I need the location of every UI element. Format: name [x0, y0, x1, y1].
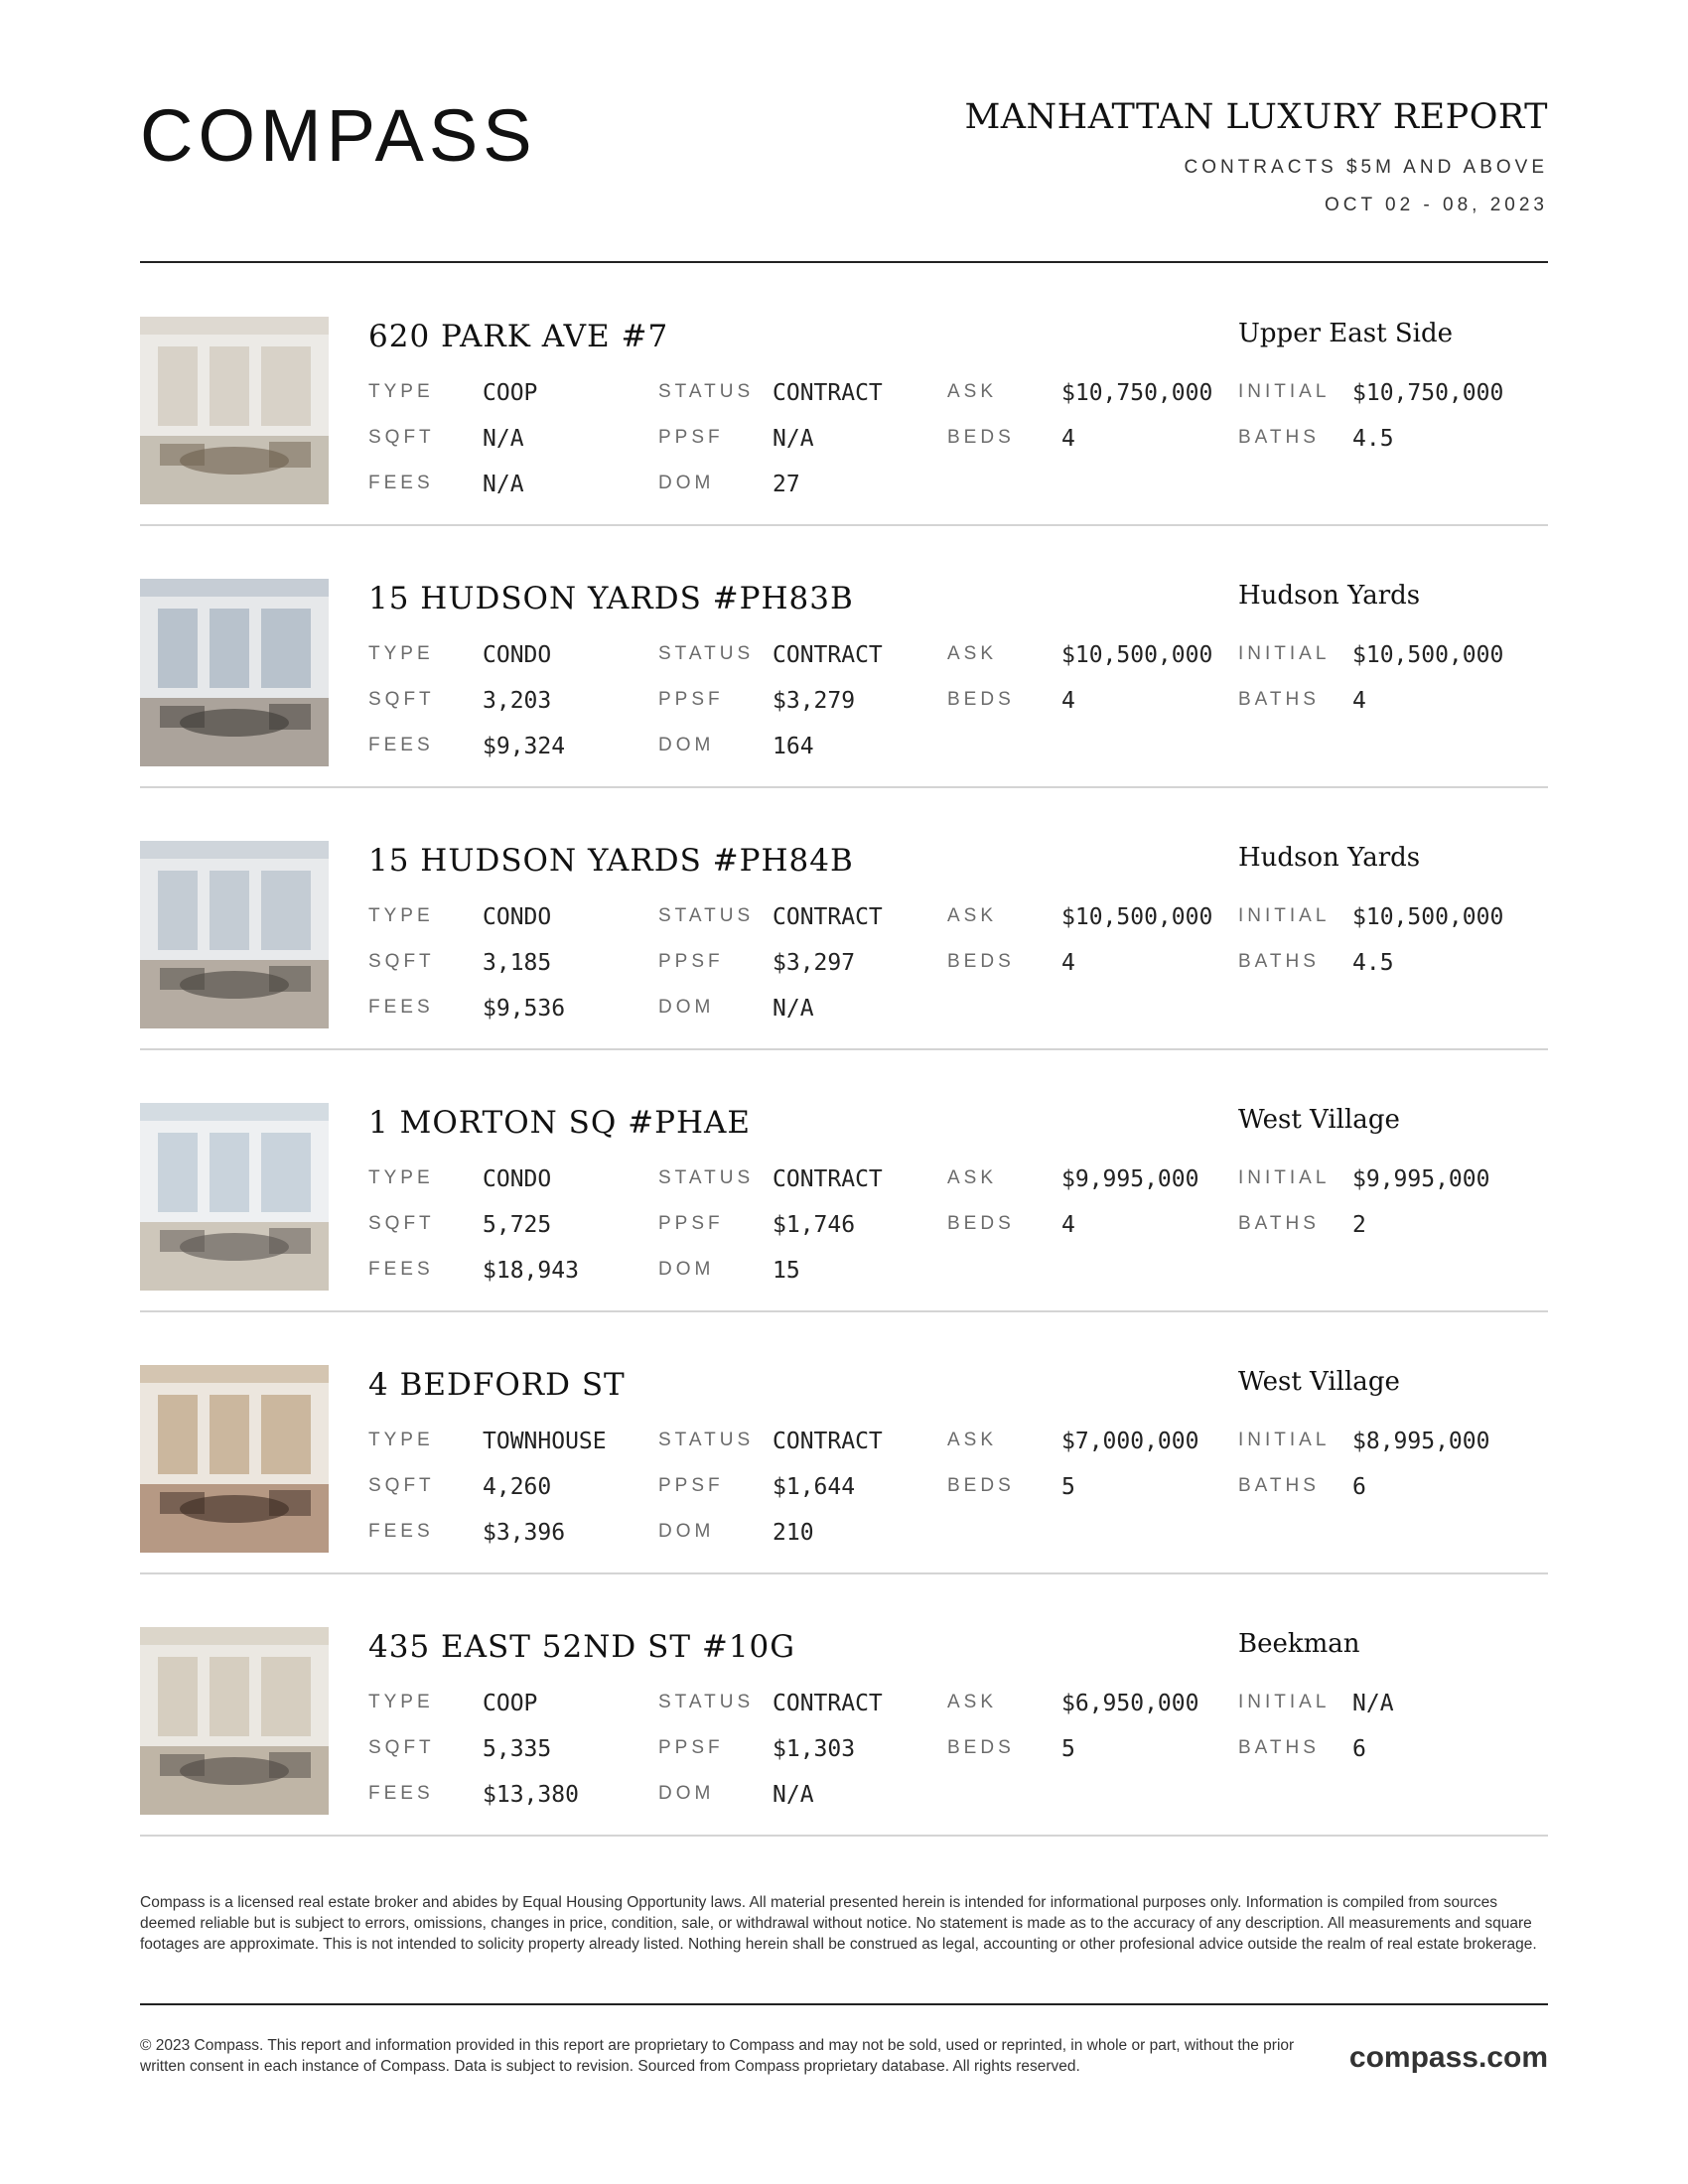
baths-value: 6	[1352, 1474, 1366, 1500]
beds-label: BEDS	[947, 1475, 1015, 1496]
type-label: TYPE	[368, 1167, 434, 1188]
beds-value: 4	[1061, 688, 1075, 714]
type-label: TYPE	[368, 1692, 434, 1712]
ask-label: ASK	[947, 905, 998, 926]
dom-value: N/A	[773, 1782, 814, 1808]
beds-label: BEDS	[947, 1213, 1015, 1234]
listing-row	[140, 1312, 1548, 1574]
ppsf-label: PPSF	[658, 689, 724, 710]
type-value: COOP	[483, 1691, 538, 1716]
listing-divider	[140, 1835, 1548, 1837]
status-value: CONTRACT	[773, 1429, 883, 1454]
listing-neighborhood: West Village	[1238, 1367, 1400, 1397]
type-label: TYPE	[368, 643, 434, 664]
ask-value: $6,950,000	[1061, 1691, 1199, 1716]
listing-photo	[140, 317, 329, 504]
ppsf-value: $1,303	[773, 1736, 856, 1762]
dom-label: DOM	[658, 1783, 715, 1804]
report-date-range: OCT 02 - 08, 2023	[1324, 195, 1548, 215]
listing-photo	[140, 841, 329, 1028]
baths-label: BATHS	[1238, 689, 1320, 710]
type-label: TYPE	[368, 1430, 434, 1450]
fees-label: FEES	[368, 1521, 434, 1542]
status-label: STATUS	[658, 1430, 755, 1450]
status-value: CONTRACT	[773, 1691, 883, 1716]
fees-label: FEES	[368, 1783, 434, 1804]
ask-value: $10,500,000	[1061, 642, 1213, 668]
status-label: STATUS	[658, 905, 755, 926]
ask-label: ASK	[947, 1692, 998, 1712]
listing-photo	[140, 1627, 329, 1815]
type-label: TYPE	[368, 381, 434, 402]
baths-label: BATHS	[1238, 1213, 1320, 1234]
listing-address: 4 BEDFORD ST	[368, 1367, 626, 1403]
listing-address: 435 EAST 52ND ST #10G	[368, 1629, 796, 1665]
listing-row	[140, 1050, 1548, 1312]
beds-label: BEDS	[947, 951, 1015, 972]
type-value: CONDO	[483, 1166, 552, 1192]
listing-photo	[140, 579, 329, 766]
dom-value: 15	[773, 1258, 800, 1284]
type-value: COOP	[483, 380, 538, 406]
header-divider	[140, 261, 1548, 263]
dom-value: 27	[773, 472, 800, 497]
initial-value: $10,500,000	[1352, 642, 1504, 668]
listing-address: 15 HUDSON YARDS #PH84B	[368, 843, 854, 879]
beds-value: 5	[1061, 1474, 1075, 1500]
dom-value: 164	[773, 734, 814, 759]
listing-neighborhood: Hudson Yards	[1238, 843, 1421, 873]
footer-divider	[140, 2003, 1548, 2005]
ppsf-label: PPSF	[658, 1737, 724, 1758]
status-label: STATUS	[658, 1167, 755, 1188]
initial-label: INITIAL	[1238, 1430, 1331, 1450]
initial-value: $10,750,000	[1352, 380, 1504, 406]
report-subtitle: CONTRACTS $5M AND ABOVE	[1184, 157, 1548, 178]
compass-logo	[140, 95, 567, 175]
sqft-label: SQFT	[368, 1213, 435, 1234]
status-label: STATUS	[658, 381, 755, 402]
status-label: STATUS	[658, 1692, 755, 1712]
listing-neighborhood: Beekman	[1238, 1629, 1360, 1659]
initial-label: INITIAL	[1238, 905, 1331, 926]
sqft-label: SQFT	[368, 1737, 435, 1758]
ppsf-label: PPSF	[658, 1213, 724, 1234]
ask-label: ASK	[947, 1430, 998, 1450]
listing-row	[140, 1574, 1548, 1837]
status-label: STATUS	[658, 643, 755, 664]
fees-value: N/A	[483, 472, 524, 497]
ask-label: ASK	[947, 643, 998, 664]
website-link[interactable]: compass.com	[1348, 2041, 1548, 2074]
ask-value: $10,500,000	[1061, 904, 1213, 930]
dom-label: DOM	[658, 1521, 715, 1542]
dom-label: DOM	[658, 735, 715, 755]
dom-value: 210	[773, 1520, 814, 1546]
ask-label: ASK	[947, 381, 998, 402]
status-value: CONTRACT	[773, 904, 883, 930]
fees-value: $9,324	[483, 734, 566, 759]
baths-label: BATHS	[1238, 1737, 1320, 1758]
listing-row	[140, 526, 1548, 788]
baths-label: BATHS	[1238, 951, 1320, 972]
listing-address: 620 PARK AVE #7	[368, 319, 669, 354]
beds-label: BEDS	[947, 1737, 1015, 1758]
beds-value: 4	[1061, 1212, 1075, 1238]
fees-label: FEES	[368, 997, 434, 1018]
logo-text: COMPASS	[140, 95, 537, 175]
ppsf-value: $1,644	[773, 1474, 856, 1500]
dom-value: N/A	[773, 996, 814, 1022]
sqft-value: 5,335	[483, 1736, 552, 1762]
baths-value: 4	[1352, 688, 1366, 714]
report-header	[964, 97, 1548, 216]
status-value: CONTRACT	[773, 642, 883, 668]
ask-label: ASK	[947, 1167, 998, 1188]
listing-address: 1 MORTON SQ #PHAE	[368, 1105, 751, 1141]
fees-value: $18,943	[483, 1258, 579, 1284]
sqft-value: 5,725	[483, 1212, 552, 1238]
fees-value: $9,536	[483, 996, 566, 1022]
beds-value: 5	[1061, 1736, 1075, 1762]
type-label: TYPE	[368, 905, 434, 926]
initial-value: $8,995,000	[1352, 1429, 1490, 1454]
initial-value: N/A	[1352, 1691, 1394, 1716]
sqft-label: SQFT	[368, 1475, 435, 1496]
sqft-label: SQFT	[368, 427, 435, 448]
ppsf-value: $3,297	[773, 950, 856, 976]
listing-photo	[140, 1365, 329, 1553]
initial-label: INITIAL	[1238, 1167, 1331, 1188]
listing-neighborhood: Upper East Side	[1238, 319, 1453, 348]
ask-value: $9,995,000	[1061, 1166, 1199, 1192]
sqft-value: N/A	[483, 426, 524, 452]
dom-label: DOM	[658, 1259, 715, 1280]
fees-label: FEES	[368, 1259, 434, 1280]
ppsf-label: PPSF	[658, 1475, 724, 1496]
ask-value: $7,000,000	[1061, 1429, 1199, 1454]
disclaimer: Compass is a licensed real estate broker and abides by Equal Housing Opportunity laws. All material presented herein is intended for informational purposes only. Information is compiled from sources deemed reliable but is subject to errors, omissions, changes in price, condition, sale, or withdrawal without notice. No statement is made as to the accuracy of any description. All measurements and square footages are approximate. This is not intended to solicity property already listed. Nothing herein shall be construed as legal, accounting or other profesional advice outside the realm of real estate brokerage.	[140, 1894, 1537, 1953]
type-value: CONDO	[483, 642, 552, 668]
listing-address: 15 HUDSON YARDS #PH83B	[368, 581, 854, 616]
sqft-value: 4,260	[483, 1474, 552, 1500]
baths-value: 4.5	[1352, 426, 1394, 452]
baths-label: BATHS	[1238, 1475, 1320, 1496]
dom-label: DOM	[658, 997, 715, 1018]
fees-label: FEES	[368, 473, 434, 493]
initial-label: INITIAL	[1238, 643, 1331, 664]
sqft-value: 3,203	[483, 688, 552, 714]
listing-neighborhood: Hudson Yards	[1238, 581, 1421, 611]
fees-label: FEES	[368, 735, 434, 755]
ppsf-label: PPSF	[658, 427, 724, 448]
ppsf-value: N/A	[773, 426, 814, 452]
ppsf-value: $3,279	[773, 688, 856, 714]
baths-label: BATHS	[1238, 427, 1320, 448]
beds-value: 4	[1061, 426, 1075, 452]
status-value: CONTRACT	[773, 1166, 883, 1192]
ppsf-label: PPSF	[658, 951, 724, 972]
beds-value: 4	[1061, 950, 1075, 976]
listing-row	[140, 788, 1548, 1050]
baths-value: 4.5	[1352, 950, 1394, 976]
listing-neighborhood: West Village	[1238, 1105, 1400, 1135]
ppsf-value: $1,746	[773, 1212, 856, 1238]
baths-value: 6	[1352, 1736, 1366, 1762]
status-value: CONTRACT	[773, 380, 883, 406]
initial-label: INITIAL	[1238, 1692, 1331, 1712]
fees-value: $3,396	[483, 1520, 566, 1546]
sqft-label: SQFT	[368, 951, 435, 972]
type-value: TOWNHOUSE	[483, 1429, 607, 1454]
sqft-label: SQFT	[368, 689, 435, 710]
report-title: MANHATTAN LUXURY REPORT	[964, 97, 1548, 137]
initial-value: $10,500,000	[1352, 904, 1504, 930]
sqft-value: 3,185	[483, 950, 552, 976]
copyright: © 2023 Compass. This report and information provided in this report are proprietary to Compass and may not be sold, used or reprinted, in whole or part, without the prior written consent in each instance of Compass. Data is subject to revision. Sourced from Compass proprietary database. All rights reserved.	[140, 2037, 1295, 2075]
ask-value: $10,750,000	[1061, 380, 1213, 406]
dom-label: DOM	[658, 473, 715, 493]
beds-label: BEDS	[947, 427, 1015, 448]
beds-label: BEDS	[947, 689, 1015, 710]
fees-value: $13,380	[483, 1782, 579, 1808]
listing-row	[140, 264, 1548, 526]
type-value: CONDO	[483, 904, 552, 930]
baths-value: 2	[1352, 1212, 1366, 1238]
listing-photo	[140, 1103, 329, 1291]
initial-label: INITIAL	[1238, 381, 1331, 402]
initial-value: $9,995,000	[1352, 1166, 1490, 1192]
